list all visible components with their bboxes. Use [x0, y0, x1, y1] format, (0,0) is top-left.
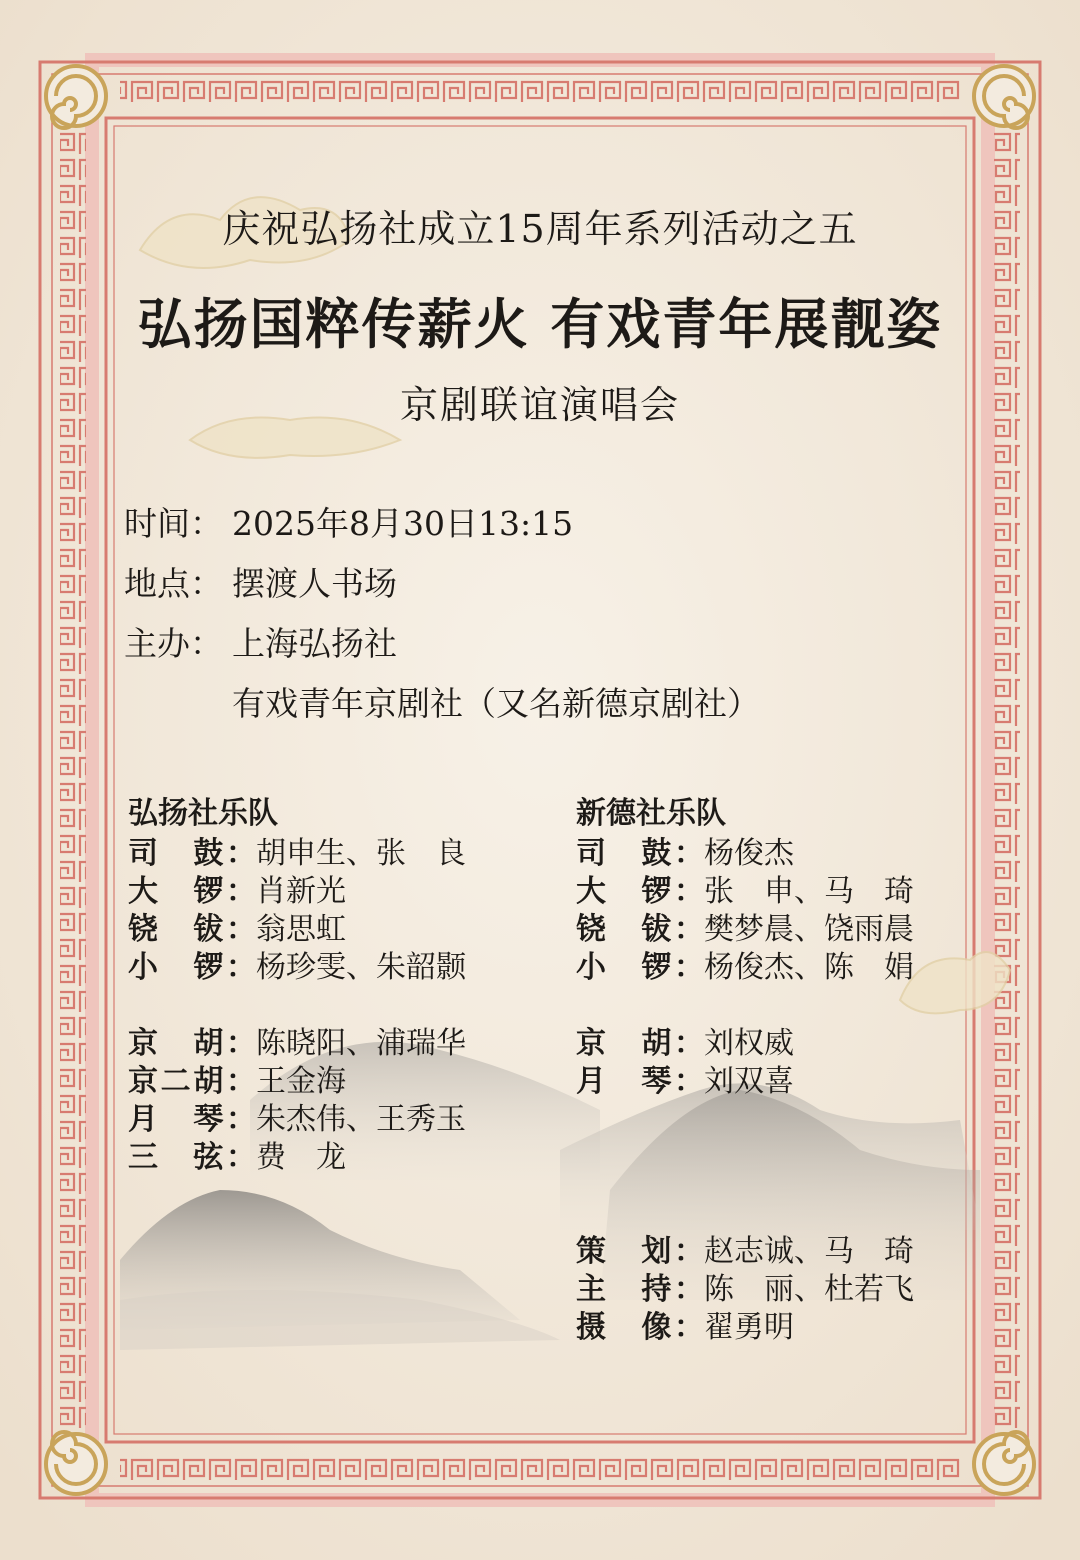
roster-row — [128, 942, 466, 986]
event-time — [124, 498, 573, 545]
roster-names: 刘权威 — [704, 1026, 794, 1061]
staff-role: 摄 像： — [576, 1310, 704, 1345]
roster-role: 三 弦： — [128, 1140, 256, 1175]
roster-role: 京二胡： — [128, 1064, 256, 1099]
roster-row — [576, 942, 914, 986]
left-band-heading: 弘扬社乐队 — [128, 796, 278, 831]
roster-names: 肖新光 — [256, 874, 346, 909]
staff-names: 陈 丽、杜若飞 — [704, 1272, 914, 1307]
host-value-1: 上海弘扬社 — [232, 624, 397, 663]
roster-role: 大 锣： — [576, 874, 704, 909]
roster-names: 刘双喜 — [704, 1064, 794, 1099]
roster-row — [576, 1056, 794, 1100]
roster-role: 京 胡： — [576, 1026, 704, 1061]
roster-row — [128, 1132, 346, 1176]
staff-role: 主 持： — [576, 1272, 704, 1307]
place-label: 地点： — [124, 564, 223, 603]
roster-role: 铙 钹： — [576, 912, 704, 947]
host-label: 主办： — [124, 624, 223, 663]
place-value: 摆渡人书场 — [232, 564, 397, 603]
staff-row — [576, 1302, 794, 1346]
poster-subtitle: 京剧联谊演唱会 — [399, 383, 680, 427]
roster-names: 陈晓阳、浦瑞华 — [256, 1026, 466, 1061]
roster-names: 王金海 — [256, 1064, 346, 1099]
roster-role: 月 琴： — [576, 1064, 704, 1099]
event-host — [124, 618, 397, 665]
poster-title: 弘扬国粹传薪火 有戏青年展靓姿 — [137, 292, 943, 356]
event-series-title: 庆祝弘扬社成立15周年系列活动之五 — [222, 207, 858, 251]
roster-names: 杨俊杰、陈 娟 — [704, 950, 914, 985]
roster-names: 张 申、马 琦 — [704, 874, 914, 909]
staff-names: 翟勇明 — [704, 1310, 794, 1345]
roster-role: 月 琴： — [128, 1102, 256, 1137]
roster-names: 杨俊杰 — [704, 836, 794, 871]
host-value-2: 有戏青年京剧社（又名新德京剧社） — [232, 684, 760, 723]
roster-role: 司 鼓： — [576, 836, 704, 871]
roster-names: 费 龙 — [256, 1140, 346, 1175]
roster-names: 翁思虹 — [256, 912, 346, 947]
roster-role: 司 鼓： — [128, 836, 256, 871]
roster-names: 杨珍雯、朱韶颢 — [256, 950, 466, 985]
roster-names: 胡申生、张 良 — [256, 836, 466, 871]
staff-role: 策 划： — [576, 1234, 704, 1269]
roster-role: 京 胡： — [128, 1026, 256, 1061]
roster-role: 大 锣： — [128, 874, 256, 909]
roster-names: 朱杰伟、王秀玉 — [256, 1102, 466, 1137]
roster-role: 小 锣： — [128, 950, 256, 985]
time-value: 2025年8月30日13:15 — [232, 504, 574, 543]
event-place — [124, 558, 397, 605]
roster-role: 小 锣： — [576, 950, 704, 985]
time-label: 时间： — [124, 504, 223, 543]
staff-names: 赵志诚、马 琦 — [704, 1234, 914, 1269]
roster-role: 铙 钹： — [128, 912, 256, 947]
right-band-heading: 新德社乐队 — [576, 796, 726, 831]
roster-names: 樊梦晨、饶雨晨 — [704, 912, 914, 947]
